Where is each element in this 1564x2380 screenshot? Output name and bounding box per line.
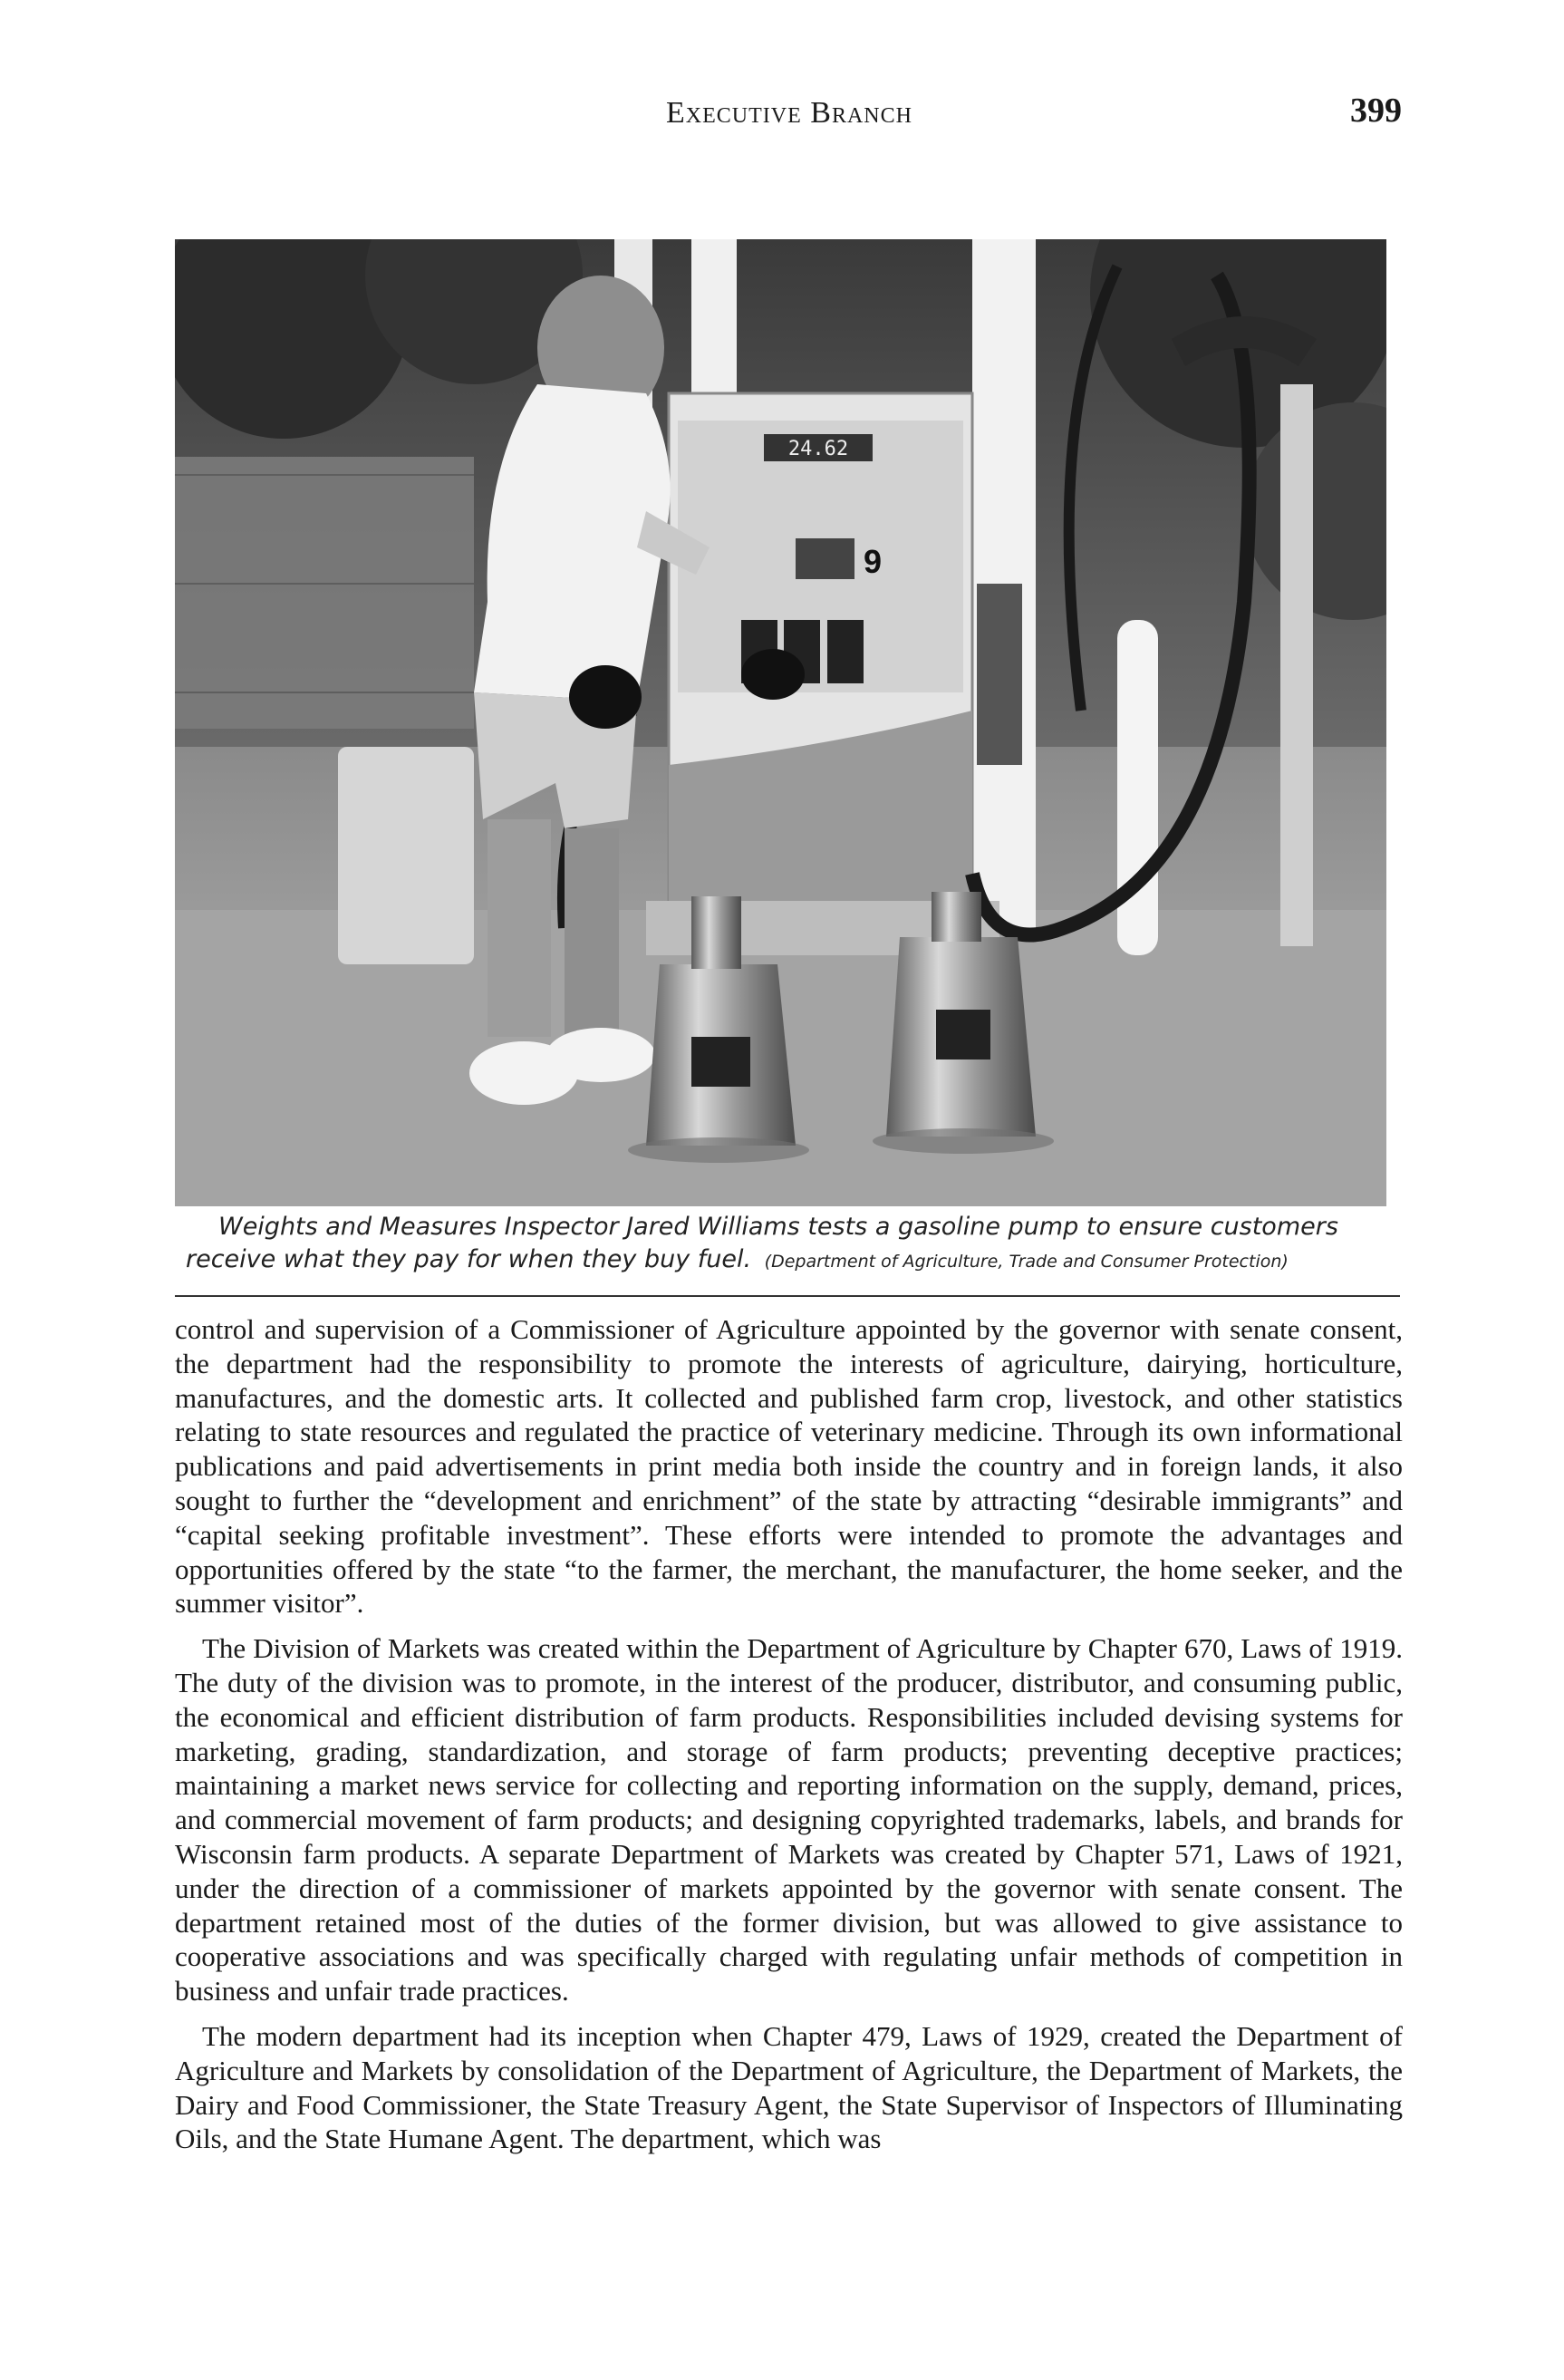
photo-caption bbox=[186, 1211, 1391, 1278]
pump-grade-number: 9 bbox=[864, 543, 883, 580]
body-paragraph: The Division of Markets was created within the Department of Agriculture by Chapter 670, Laws of 1919. The duty of the division was to promote, in the interest of the producer, distributor, and consuming public, the economical and efficient distribution of farm products. Responsibilities included devising systems for marketing, grading, standardization, and storage of farm products; preventing deceptive practices; maintaining a market news service for collecting and reporting information on the supply, demand, prices, and commercial movement of farm products; and designing copyrighted trademarks, labels, and brands for Wisconsin farm products. A separate Department of Markets was created by Chapter 571, Laws of 1921, under the direction of a commissioner of markets appointed by the governor with senate consent. The department retained most of the duties of the former division, but was allowed to give assistance to cooperative associations and was specifically charged with regulating unfair methods of competition in business and unfair trade practices. bbox=[175, 1632, 1403, 2008]
photo-gas-pump-inspection bbox=[175, 239, 1386, 1206]
page-header bbox=[177, 91, 1402, 145]
caption-divider bbox=[175, 1295, 1400, 1297]
running-head: Executive Branch bbox=[666, 96, 912, 130]
page-number: 399 bbox=[1350, 92, 1402, 130]
body-paragraph: The modern department had its inception when Chapter 479, Laws of 1929, created the Department of Agriculture and Markets by consolidation of the Department of Agriculture, the Department of Markets, the Dairy and Food Commissioner, the State Treasury Agent, the State Supervisor of Inspectors of Illuminating Oils, and the State Humane Agent. The department, which was bbox=[175, 2019, 1403, 2155]
body-text bbox=[175, 1312, 1403, 2167]
caption-text: Weights and Measures Inspector Jared Williams tests a gasoline pump to ensure customers receive what they pay for when they buy fuel. bbox=[186, 1213, 1338, 1273]
body-paragraph: control and supervision of a Commissioner of Agriculture appointed by the governor with senate consent, the department had the responsibility to promote the interests of agriculture, dairying, horticulture, manufactures, and the domestic arts. It collected and published farm crop, livestock, and other statistics relating to state resources and regulated the practice of veterinary medicine. Through its own informational publications and paid advertisements in print media both inside the country and in foreign lands, it also sought to further the “development and enrichment” of the state by attracting “desirable immigrants” and “capital seeking profitable investment”. These efforts were intended to promote the advantages and opportunities offered by the state “to the farmer, the merchant, the manufacturer, the home seeker, and the summer visitor”. bbox=[175, 1313, 1403, 1620]
pump-display-reading: 24.62 bbox=[787, 438, 849, 460]
caption-credit: (Department of Agriculture, Trade and Consumer Protection) bbox=[764, 1252, 1289, 1272]
